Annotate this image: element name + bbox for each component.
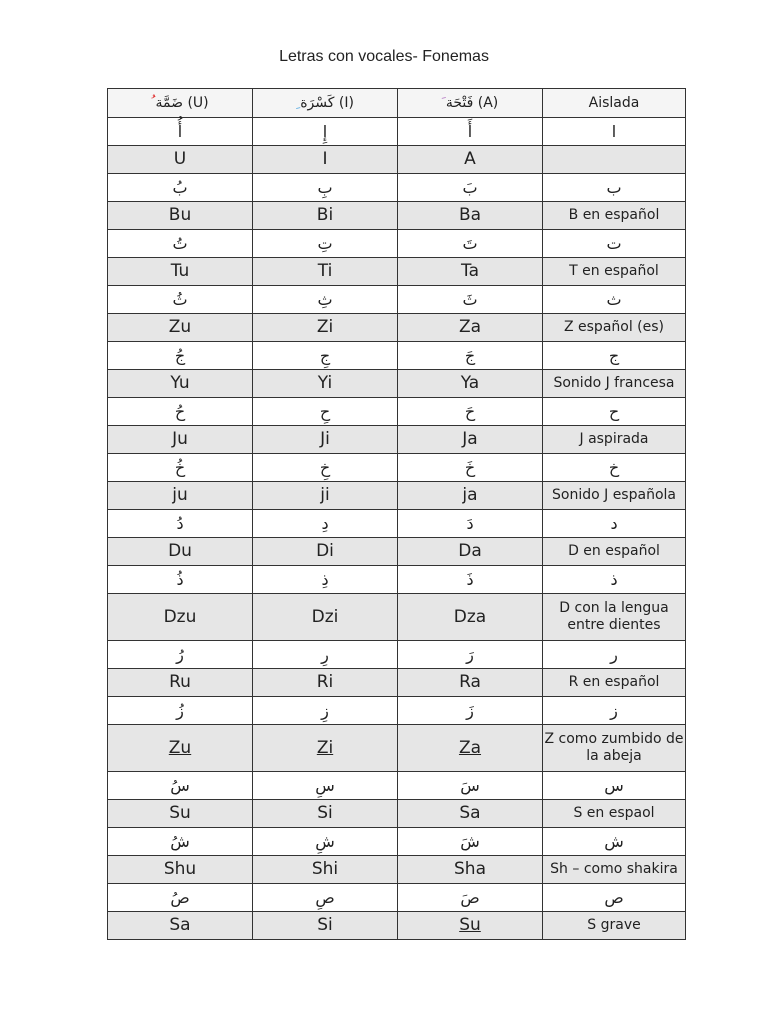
fatha-cell xyxy=(398,884,543,912)
aislada-cell-text: ج xyxy=(608,345,620,365)
kasra-cell xyxy=(253,800,398,828)
fatha-cell xyxy=(398,800,543,828)
aislada-cell xyxy=(543,912,686,940)
fatha-cell xyxy=(398,566,543,594)
table-row xyxy=(108,856,686,884)
kasra-cell xyxy=(253,454,398,482)
aislada-cell xyxy=(543,800,686,828)
damma-cell-text: جُ xyxy=(174,345,186,365)
aislada-cell-text: ب xyxy=(606,177,622,197)
aislada-cell xyxy=(543,258,686,286)
header-kasra xyxy=(253,89,398,118)
kasra-cell xyxy=(253,482,398,510)
fatha-cell-text: زَ xyxy=(466,700,474,720)
fatha-cell-text: جَ xyxy=(464,345,476,365)
damma-cell-text: ju xyxy=(172,485,188,506)
header-damma xyxy=(108,89,253,118)
kasra-cell-text: Dzi xyxy=(311,606,339,627)
aislada-cell xyxy=(543,482,686,510)
kasra-cell xyxy=(253,118,398,146)
aislada-cell-text: D con la lengua entre dientes xyxy=(559,600,669,633)
fatha-cell-text: Ya xyxy=(460,373,480,394)
fatha-cell-text: دَ xyxy=(466,513,474,533)
table-row xyxy=(108,800,686,828)
damma-cell xyxy=(108,725,253,772)
damma-cell xyxy=(108,828,253,856)
aislada-cell xyxy=(543,884,686,912)
table-row xyxy=(108,482,686,510)
kasra-cell xyxy=(253,426,398,454)
aislada-cell-text: ا xyxy=(611,121,617,141)
damma-cell xyxy=(108,258,253,286)
fatha-cell-text: Ta xyxy=(461,261,479,282)
fatha-cell-text: رَ xyxy=(466,644,474,664)
table-row xyxy=(108,510,686,538)
damma-cell xyxy=(108,398,253,426)
kasra-cell xyxy=(253,669,398,697)
kasra-cell xyxy=(253,370,398,398)
kasra-cell xyxy=(253,174,398,202)
fatha-cell xyxy=(398,174,543,202)
fatha-cell xyxy=(398,342,543,370)
kasra-cell xyxy=(253,566,398,594)
aislada-cell-text: ح xyxy=(608,401,620,421)
kasra-cell-text: Shi xyxy=(311,859,339,880)
fatha-cell xyxy=(398,697,543,725)
fatha-cell xyxy=(398,856,543,884)
kasra-cell xyxy=(253,884,398,912)
table-row xyxy=(108,118,686,146)
fatha-cell-text: Sa xyxy=(459,803,481,824)
kasra-cell xyxy=(253,398,398,426)
damma-cell-text: أُ xyxy=(177,121,183,141)
fatha-cell xyxy=(398,426,543,454)
table-row xyxy=(108,258,686,286)
damma-cell xyxy=(108,370,253,398)
kasra-cell-text: صِ xyxy=(315,887,335,907)
kasra-cell-text: Di xyxy=(316,541,334,562)
aislada-cell-text: Sh – como shakira xyxy=(550,861,678,878)
page-title: Letras con vocales- Fonemas xyxy=(279,48,489,65)
aislada-cell-text: ت xyxy=(606,233,622,253)
fatha-cell-text: Ra xyxy=(459,672,481,693)
fatha-cell-text: ثَ xyxy=(462,289,478,309)
fatha-cell-text: Su xyxy=(459,915,481,936)
damma-cell xyxy=(108,510,253,538)
aislada-cell xyxy=(543,772,686,800)
damma-cell xyxy=(108,856,253,884)
kasra-cell xyxy=(253,538,398,566)
kasra-cell-text: I xyxy=(322,149,328,170)
table-row xyxy=(108,697,686,725)
fatha-cell xyxy=(398,482,543,510)
damma-paren: (U) xyxy=(187,94,209,111)
damma-cell-text: Dzu xyxy=(163,606,197,627)
fatha-cell-text: Ba xyxy=(458,205,482,226)
kasra-cell xyxy=(253,342,398,370)
damma-cell xyxy=(108,454,253,482)
damma-cell xyxy=(108,884,253,912)
damma-cell-text: Ju xyxy=(172,429,188,450)
kasra-cell-text: جِ xyxy=(319,345,331,365)
aislada-cell xyxy=(543,697,686,725)
kasra-cell-text: زِ xyxy=(321,700,329,720)
table-row xyxy=(108,566,686,594)
fatha-cell xyxy=(398,118,543,146)
aislada-cell-text: Z como zumbido de la abeja xyxy=(544,731,684,764)
aislada-cell-text: J aspirada xyxy=(579,431,649,448)
kasra-word: كَسْرَة xyxy=(300,94,335,111)
damma-cell-text: شُ xyxy=(170,831,190,851)
fatha-cell xyxy=(398,828,543,856)
damma-cell xyxy=(108,566,253,594)
damma-cell-text: سُ xyxy=(170,775,190,795)
fatha-cell xyxy=(398,912,543,940)
aislada-cell-text: ذ xyxy=(610,569,618,589)
table-row xyxy=(108,772,686,800)
kasra-cell-text: Yi xyxy=(317,373,333,394)
kasra-cell xyxy=(253,856,398,884)
fatha-mark: َ xyxy=(441,94,446,111)
damma-cell-text: Bu xyxy=(168,205,192,226)
damma-cell xyxy=(108,230,253,258)
kasra-cell-text: حِ xyxy=(319,401,331,421)
damma-cell-text: ثُ xyxy=(172,289,188,309)
fatha-word: فَتْحَة xyxy=(445,94,474,111)
aislada-cell xyxy=(543,641,686,669)
aislada-cell-text: Sonido J española xyxy=(552,487,676,504)
aislada-cell-text: د xyxy=(610,513,618,533)
damma-cell-text: Yu xyxy=(170,373,190,394)
fatha-cell xyxy=(398,398,543,426)
damma-cell xyxy=(108,202,253,230)
kasra-cell xyxy=(253,828,398,856)
kasra-cell-text: Ti xyxy=(317,261,333,282)
aislada-cell-text: ث xyxy=(606,289,622,309)
header-aislada: Aislada xyxy=(543,89,686,118)
table-row xyxy=(108,174,686,202)
aislada-cell xyxy=(543,538,686,566)
damma-cell xyxy=(108,146,253,174)
kasra-cell-text: Zi xyxy=(316,737,334,758)
damma-cell xyxy=(108,594,253,641)
fatha-cell-text: شَ xyxy=(460,831,480,851)
aislada-cell-text: S grave xyxy=(587,917,641,934)
damma-word: ضَمَّة xyxy=(155,94,183,111)
aislada-cell-text: Sonido J francesa xyxy=(553,375,675,392)
aislada-cell-text: B en español xyxy=(568,207,660,224)
kasra-cell-text: إِ xyxy=(322,121,328,141)
fatha-cell-text: بَ xyxy=(462,177,478,197)
fatha-cell-text: Sha xyxy=(454,859,486,880)
aislada-cell xyxy=(543,230,686,258)
fatha-cell-text: Ja xyxy=(462,429,478,450)
table-row xyxy=(108,454,686,482)
kasra-cell-text: بِ xyxy=(317,177,333,197)
aislada-cell-text: Z español (es) xyxy=(563,319,665,336)
kasra-cell-text: Ji xyxy=(320,429,330,450)
kasra-paren: (I) xyxy=(338,94,354,111)
damma-cell-text: Zu xyxy=(168,317,192,338)
kasra-cell-text: Zi xyxy=(316,317,334,338)
damma-cell-text: Zu xyxy=(168,737,192,758)
fatha-cell-text: خَ xyxy=(464,457,476,477)
fatha-cell xyxy=(398,286,543,314)
fatha-cell xyxy=(398,725,543,772)
damma-cell xyxy=(108,912,253,940)
fatha-cell xyxy=(398,641,543,669)
kasra-cell xyxy=(253,258,398,286)
table-row xyxy=(108,725,686,772)
kasra-cell xyxy=(253,641,398,669)
kasra-cell-text: Si xyxy=(317,803,333,824)
damma-cell xyxy=(108,482,253,510)
aislada-cell xyxy=(543,146,686,174)
damma-cell-text: Ru xyxy=(169,672,191,693)
kasra-cell-text: سِ xyxy=(315,775,335,795)
kasra-cell xyxy=(253,912,398,940)
fatha-cell xyxy=(398,202,543,230)
fatha-cell xyxy=(398,370,543,398)
damma-mark: ُ xyxy=(151,94,156,111)
fatha-cell xyxy=(398,510,543,538)
aislada-cell-text: ز xyxy=(610,700,618,720)
table-row xyxy=(108,314,686,342)
aislada-cell xyxy=(543,856,686,884)
damma-cell xyxy=(108,641,253,669)
damma-cell-text: Du xyxy=(168,541,192,562)
fatha-cell-text: أَ xyxy=(467,121,473,141)
damma-cell-text: ذُ xyxy=(176,569,184,589)
damma-cell-text: حُ xyxy=(174,401,186,421)
table-body xyxy=(108,118,686,940)
fatha-cell-text: Da xyxy=(458,541,482,562)
aislada-cell xyxy=(543,594,686,641)
fatha-cell-text: Za xyxy=(458,317,482,338)
kasra-cell-text: شِ xyxy=(315,831,335,851)
kasra-cell xyxy=(253,286,398,314)
kasra-cell xyxy=(253,314,398,342)
aislada-cell xyxy=(543,669,686,697)
damma-cell xyxy=(108,538,253,566)
aislada-cell xyxy=(543,566,686,594)
aislada-cell xyxy=(543,454,686,482)
aislada-cell xyxy=(543,342,686,370)
fatha-cell-text: Dza xyxy=(453,606,487,627)
fatha-cell xyxy=(398,146,543,174)
table-row xyxy=(108,884,686,912)
damma-cell-text: زُ xyxy=(176,700,184,720)
kasra-cell-text: ثِ xyxy=(317,289,333,309)
table-row xyxy=(108,669,686,697)
fatha-cell-text: حَ xyxy=(464,401,476,421)
fatha-cell-text: Za xyxy=(458,737,482,758)
damma-cell xyxy=(108,286,253,314)
kasra-cell-text: Si xyxy=(317,915,333,936)
fatha-paren: (A) xyxy=(477,94,499,111)
aislada-cell-text: R en español xyxy=(568,674,660,691)
table-row xyxy=(108,286,686,314)
damma-cell-text: تُ xyxy=(172,233,188,253)
aislada-cell-text: ص xyxy=(604,887,624,907)
fatha-cell xyxy=(398,314,543,342)
damma-cell-text: دُ xyxy=(176,513,184,533)
damma-cell-text: Tu xyxy=(170,261,190,282)
aislada-cell-text: خ xyxy=(608,457,620,477)
damma-cell-text: Su xyxy=(169,803,191,824)
header-row xyxy=(108,89,686,118)
fatha-cell-text: ذَ xyxy=(466,569,474,589)
table-row xyxy=(108,342,686,370)
aislada-cell-text: S en espaol xyxy=(573,805,655,822)
table-row xyxy=(108,398,686,426)
fatha-cell xyxy=(398,230,543,258)
aislada-cell-text: D en español xyxy=(568,543,660,560)
fatha-cell-text: تَ xyxy=(462,233,478,253)
aislada-cell xyxy=(543,510,686,538)
damma-cell xyxy=(108,697,253,725)
aislada-cell xyxy=(543,174,686,202)
damma-cell xyxy=(108,314,253,342)
table-row xyxy=(108,202,686,230)
damma-cell-text: خُ xyxy=(174,457,186,477)
kasra-cell xyxy=(253,594,398,641)
kasra-cell xyxy=(253,230,398,258)
kasra-cell-text: دِ xyxy=(321,513,329,533)
kasra-cell xyxy=(253,772,398,800)
aislada-cell xyxy=(543,828,686,856)
damma-cell-text: بُ xyxy=(172,177,188,197)
aislada-cell xyxy=(543,426,686,454)
table-row xyxy=(108,912,686,940)
kasra-cell-text: ذِ xyxy=(321,569,329,589)
table-row xyxy=(108,146,686,174)
kasra-cell xyxy=(253,146,398,174)
table-row xyxy=(108,828,686,856)
damma-cell-text: رُ xyxy=(176,644,184,664)
damma-cell xyxy=(108,669,253,697)
fatha-cell xyxy=(398,772,543,800)
damma-cell xyxy=(108,772,253,800)
damma-cell-text: U xyxy=(173,149,187,170)
aislada-cell-text: T en español xyxy=(569,263,659,280)
table-row xyxy=(108,641,686,669)
phoneme-table xyxy=(107,88,686,940)
damma-cell xyxy=(108,800,253,828)
aislada-cell xyxy=(543,286,686,314)
kasra-cell-text: تِ xyxy=(317,233,333,253)
fatha-cell-text: صَ xyxy=(460,887,480,907)
aislada-cell xyxy=(543,725,686,772)
fatha-cell xyxy=(398,258,543,286)
table-row xyxy=(108,594,686,641)
table-row xyxy=(108,426,686,454)
fatha-cell xyxy=(398,538,543,566)
damma-cell xyxy=(108,118,253,146)
fatha-cell-text: سَ xyxy=(460,775,480,795)
table-row xyxy=(108,538,686,566)
header-fatha xyxy=(398,89,543,118)
fatha-cell xyxy=(398,669,543,697)
fatha-cell-text: A xyxy=(464,149,476,170)
kasra-cell xyxy=(253,697,398,725)
aislada-cell xyxy=(543,314,686,342)
damma-cell-text: Sa xyxy=(169,915,191,936)
aislada-cell xyxy=(543,202,686,230)
fatha-cell xyxy=(398,454,543,482)
fatha-cell xyxy=(398,594,543,641)
damma-cell xyxy=(108,342,253,370)
kasra-cell-text: خِ xyxy=(319,457,331,477)
fatha-cell-text: ja xyxy=(462,485,478,506)
kasra-cell xyxy=(253,725,398,772)
aislada-cell xyxy=(543,118,686,146)
damma-cell xyxy=(108,174,253,202)
table-row xyxy=(108,230,686,258)
aislada-cell-text: ش xyxy=(604,831,624,851)
kasra-cell-text: Bi xyxy=(316,205,334,226)
kasra-cell-text: ji xyxy=(320,485,330,506)
kasra-cell xyxy=(253,510,398,538)
damma-cell-text: Shu xyxy=(163,859,197,880)
aislada-cell xyxy=(543,398,686,426)
aislada-cell-text: ر xyxy=(610,644,618,664)
table-row xyxy=(108,370,686,398)
aislada-cell xyxy=(543,370,686,398)
kasra-cell-text: Ri xyxy=(316,672,334,693)
damma-cell-text: صُ xyxy=(170,887,190,907)
aislada-cell-text: س xyxy=(604,775,624,795)
kasra-cell-text: رِ xyxy=(321,644,329,664)
kasra-mark: ِ xyxy=(296,94,301,111)
damma-cell xyxy=(108,426,253,454)
kasra-cell xyxy=(253,202,398,230)
